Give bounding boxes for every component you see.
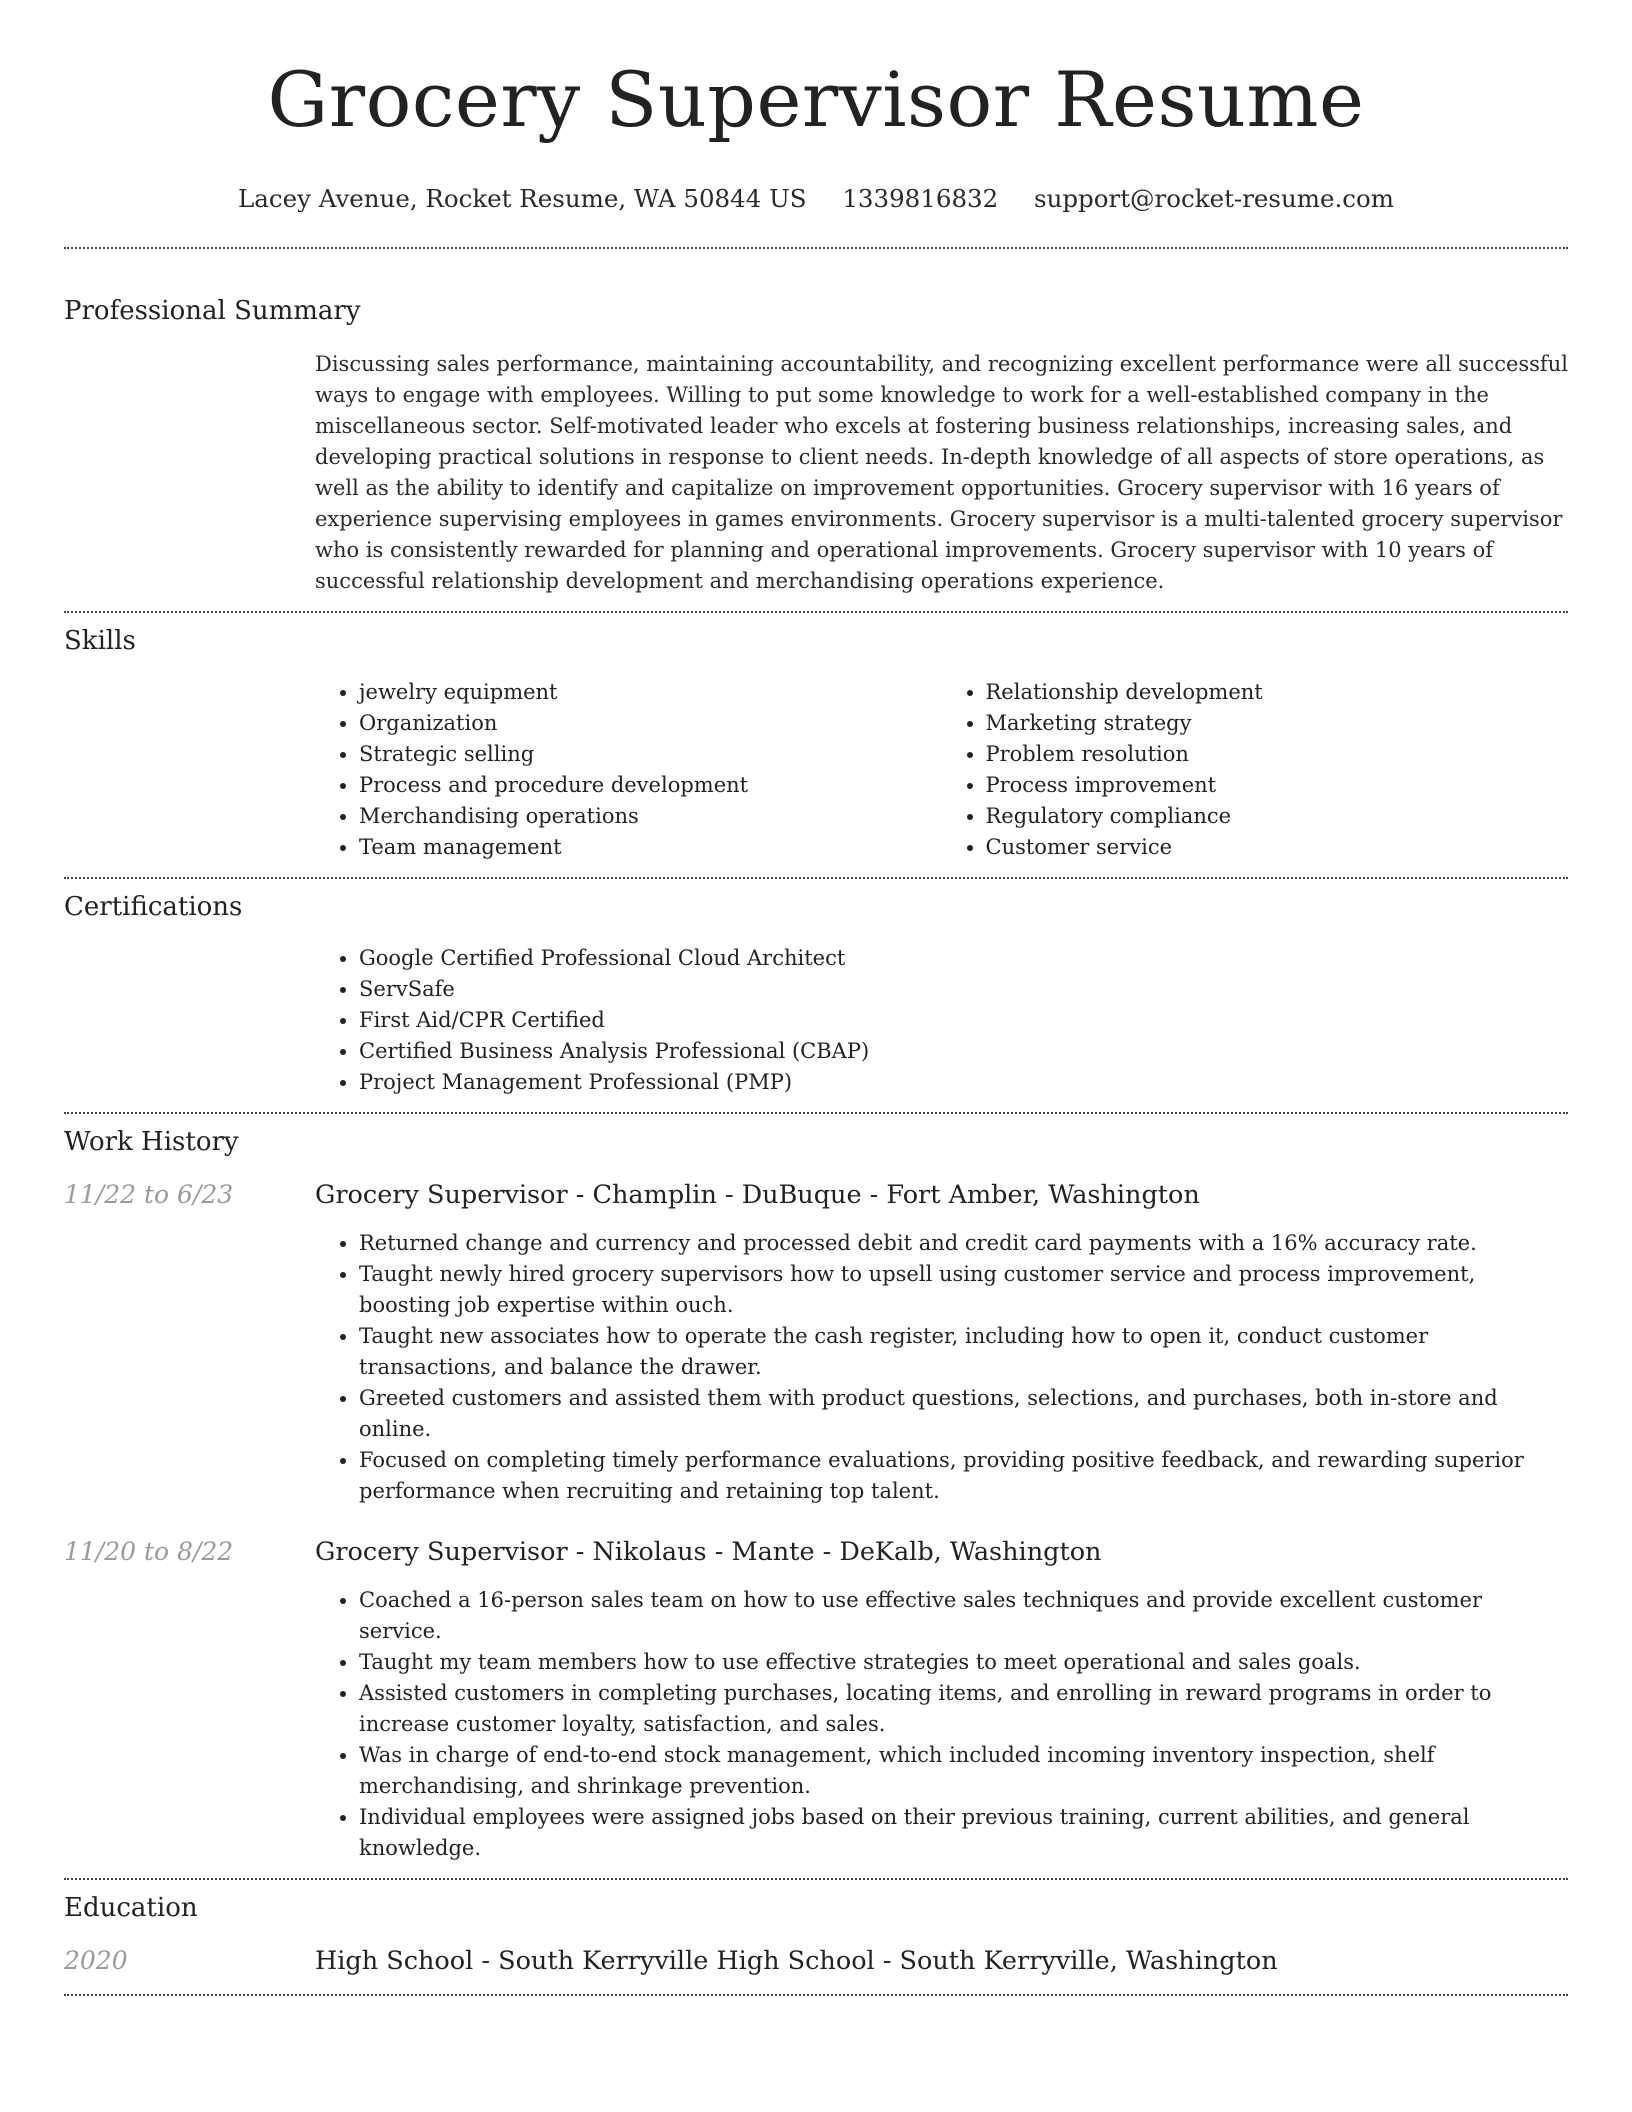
work-history-heading: Work History <box>64 1127 239 1157</box>
job-title: Grocery Supervisor - Nikolaus - Mante - DeKalb, Washington <box>315 1537 1102 1567</box>
list-item: • Assisted customers in completing purchases, locating items, and enrolling in reward programs in order to increase customer loyalty, satisfaction, and sales. <box>359 1678 1568 1740</box>
list-item: • Returned change and currency and processed debit and credit card payments with a 16% accuracy rate. <box>359 1228 1568 1259</box>
list-item: • Relationship development <box>986 677 1569 708</box>
list-item: • Focused on completing timely performance evaluations, providing positive feedback, and rewarding superior performance when recruiting and retaining top talent. <box>359 1445 1568 1507</box>
list-item: • Process improvement <box>986 770 1569 801</box>
education-year: 2020 <box>64 1946 128 1975</box>
job-bullets <box>315 1228 1568 1507</box>
list-item: • Strategic selling <box>359 739 942 770</box>
list-item: • Marketing strategy <box>986 708 1569 739</box>
job-dates: 11/22 to 6/23 <box>64 1180 234 1209</box>
skills-heading: Skills <box>64 626 136 656</box>
list-item: • Process and procedure development <box>359 770 942 801</box>
list-item: • Greeted customers and assisted them with product questions, selections, and purchases, both in-store and online. <box>359 1383 1568 1445</box>
work-history-section <box>64 1114 1568 1864</box>
list-item: • Certified Business Analysis Professional (CBAP) <box>359 1036 1568 1067</box>
certifications-section <box>64 879 1568 1098</box>
contact-address: Lacey Avenue, Rocket Resume, WA 50844 US <box>238 184 807 213</box>
summary-text: Discussing sales performance, maintaining accountability, and recognizing excellent performance were all successful ways to engage with employees. Willing to put some knowledge to work for a well-established company in the miscellaneous sector. Self-motivated leader who excels at fostering business relationships, increasing sales, and developing practical solutions in response to client needs. In-depth knowledge of all aspects of store operations, as well as the ability to identify and capitalize on improvement opportunities. Grocery supervisor with 16 years of experience supervising employees in games environments. Grocery supervisor is a multi-talented grocery supervisor who is consistently rewarded for planning and operational improvements. Grocery supervisor with 10 years of successful relationship development and merchandising operations experience. <box>315 352 1568 593</box>
list-item: • Taught my team members how to use effective strategies to meet operational and sales goals. <box>359 1647 1568 1678</box>
education-section <box>64 1880 1568 1976</box>
list-item: • Merchandising operations <box>359 801 942 832</box>
list-item: • Project Management Professional (PMP) <box>359 1067 1568 1098</box>
resume-title: Grocery Supervisor Resume <box>267 55 1365 144</box>
list-item: • Team management <box>359 832 942 863</box>
list-item: • Google Certified Professional Cloud Architect <box>359 943 1568 974</box>
education-heading: Education <box>64 1893 198 1923</box>
skills-grid <box>315 677 1568 863</box>
list-item: • ServSafe <box>359 974 1568 1005</box>
list-item: • Regulatory compliance <box>986 801 1569 832</box>
list-item: • Organization <box>359 708 942 739</box>
job-header <box>64 1537 1568 1567</box>
skills-list-right <box>942 677 1569 863</box>
certifications-list <box>315 943 1568 1098</box>
contact-email: support@rocket-resume.com <box>1034 184 1394 213</box>
list-item: • Taught newly hired grocery supervisors how to upsell using customer service and process improvement, boosting job expertise within ouch. <box>359 1259 1568 1321</box>
list-item: • Taught new associates how to operate the cash register, including how to open it, conduct customer transactions, and balance the drawer. <box>359 1321 1568 1383</box>
list-item: • Coached a 16-person sales team on how to use effective sales techniques and provide excellent customer service. <box>359 1585 1568 1647</box>
skills-list-left <box>315 677 942 863</box>
list-item: • First Aid/CPR Certified <box>359 1005 1568 1036</box>
job-dates: 11/20 to 8/22 <box>64 1537 234 1566</box>
job-header <box>64 1180 1568 1210</box>
contact-phone: 1339816832 <box>842 184 999 213</box>
list-item: • jewelry equipment <box>359 677 942 708</box>
skills-section <box>64 613 1568 863</box>
list-item: • Problem resolution <box>986 739 1569 770</box>
summary-section <box>64 249 1568 597</box>
list-item: • Was in charge of end-to-end stock management, which included incoming inventory inspection, shelf merchandising, and shrinkage prevention. <box>359 1740 1568 1802</box>
job-title: Grocery Supervisor - Champlin - DuBuque - Fort Amber, Washington <box>315 1180 1200 1210</box>
list-item: • Customer service <box>986 832 1569 863</box>
job-entry <box>64 1180 1568 1507</box>
section-divider <box>64 1994 1568 1996</box>
certifications-heading: Certifications <box>64 892 243 922</box>
education-detail: High School - South Kerryville High School - South Kerryville, Washington <box>315 1946 1278 1976</box>
education-entry <box>64 1946 1568 1976</box>
list-item: • Individual employees were assigned jobs based on their previous training, current abilities, and general knowledge. <box>359 1802 1568 1864</box>
summary-heading: Professional Summary <box>64 296 361 326</box>
job-bullets <box>315 1585 1568 1864</box>
job-entry <box>64 1537 1568 1864</box>
contact-line <box>64 184 1568 214</box>
